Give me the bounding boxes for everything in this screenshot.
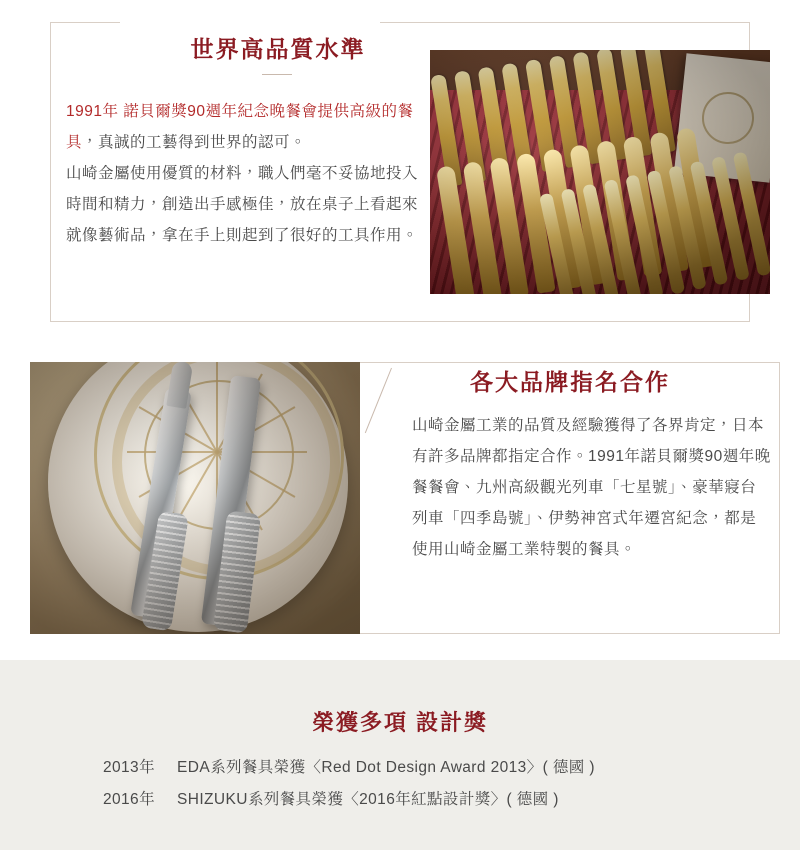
section3-title: 榮獲多項 設計獎 [311, 710, 489, 735]
section1-highlight-text: 1991年 諾貝爾獎90週年紀念晚餐會提供高級的餐具 [66, 103, 414, 151]
section2-body: 山崎金屬工業的品質及經驗獲得了各界肯定，日本有許多品牌都指定合作。1991年諾貝爾獎90週年晚餐餐會、九州高級觀光列車「七星號」、豪華寢台列車「四季島號」、伊勢神宮式年遷宮紀念，都是使用山崎金屬工業特製的餐具。 [412, 417, 771, 558]
section1-title: 世界高品質水準 [190, 36, 366, 62]
photo1-vignette [430, 50, 770, 294]
award-text: SHIZUKU系列餐具榮獲〈2016年紅點設計獎〉( 德國 ) [177, 791, 559, 808]
section-brand-collaboration [0, 340, 800, 660]
section1-paragraph1-rest: ，真誠的工藝得到世界的認可。 [82, 134, 307, 151]
section-world-quality [0, 0, 800, 340]
award-row [0, 752, 800, 784]
gold-cutlery-photo [430, 50, 770, 294]
section1-body [66, 96, 424, 251]
award-text: EDA系列餐具榮獲〈Red Dot Design Award 2013〉( 德國 ) [177, 759, 595, 776]
award-row [0, 784, 800, 816]
tableware-on-plate-photo [30, 362, 360, 634]
section1-title-frame-gap [120, 14, 380, 34]
photo2-vignette [30, 362, 360, 634]
award-year: 2013年 [103, 759, 155, 776]
section1-title-divider [262, 74, 292, 75]
section1-paragraph2: 山崎金屬使用優質的材料，職人們毫不妥協地投入時間和精力，創造出手感極佳，放在桌子上看起來就像藝術品，拿在手上則起到了很好的工具作用。 [66, 165, 419, 244]
awards-list [0, 752, 800, 816]
award-year: 2016年 [103, 791, 155, 808]
section2-title: 各大品牌指名合作 [470, 369, 670, 395]
section-awards [0, 660, 800, 850]
